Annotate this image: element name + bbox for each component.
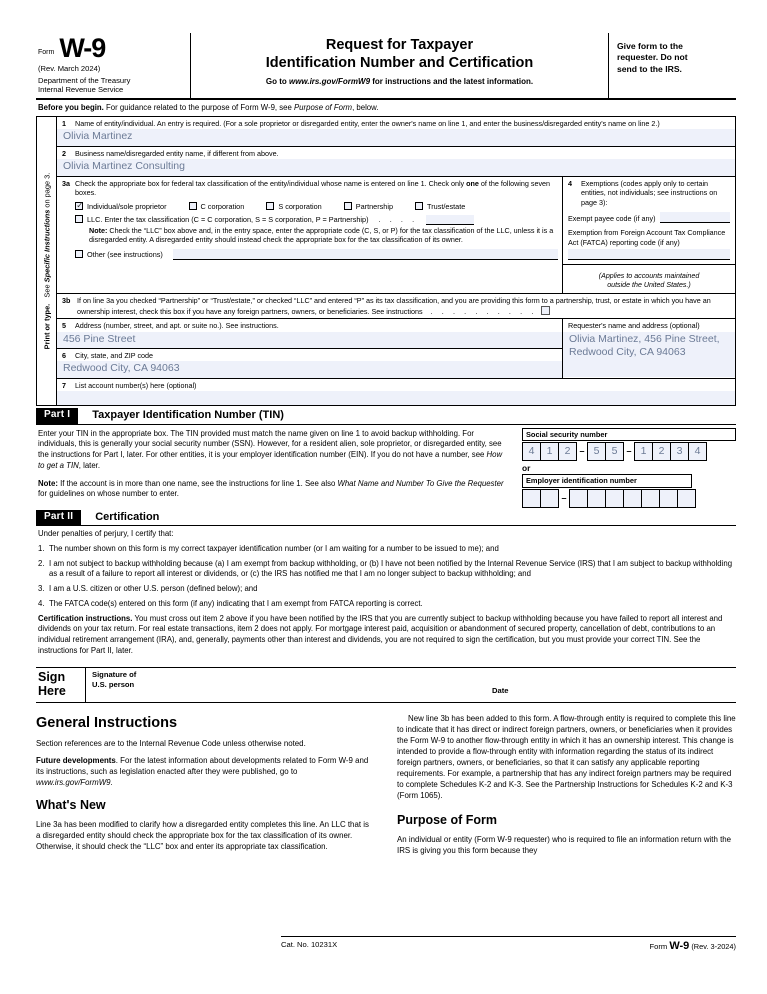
checkbox-box-c-corp-icon[interactable] [189, 202, 197, 210]
header-form-identity [36, 33, 191, 98]
line-3a-and-4-row [57, 177, 735, 295]
general-instructions-right-column [397, 713, 736, 862]
part-1-title: Taxpayer Identification Number (TIN) [92, 409, 284, 422]
line-1-label: Name of entity/individual. An entry is required. (For a sole proprietor or disregarded entity, enter the owner's name on line 1, and enter the business/disregarded entity's name on line 2.) [75, 118, 660, 128]
checkbox-label-c-corp: C corporation [200, 201, 245, 211]
form-footer [281, 936, 736, 954]
checkbox-trust-estate[interactable] [415, 202, 465, 211]
certification-item [38, 599, 734, 610]
line-1-number: 1 [62, 118, 66, 128]
checkbox-label-individual: Individual/sole proprietor [87, 201, 167, 211]
line-1-label-wrap [57, 117, 735, 129]
ssn-grid [522, 442, 736, 461]
part-1-para1-b: , later. [78, 460, 100, 470]
signature-of-label [92, 670, 492, 696]
llc-code-input[interactable] [426, 215, 474, 225]
line-3a-instruction-part2: of the following seven boxes. [75, 178, 551, 198]
give-form-line-1: Give form to the [617, 41, 683, 51]
form-header [36, 33, 736, 100]
goto-suffix: for instructions and the latest information. [370, 77, 534, 87]
form-number: W-9 [59, 33, 106, 63]
see-suffix: on page 3. [41, 172, 51, 210]
applies-note-line-1: (Applies to accounts maintained [598, 271, 700, 280]
line-5-address-input[interactable]: 456 Pine Street [57, 332, 562, 348]
checkbox-label-s-corp: S corporation [278, 201, 322, 211]
future-developments-text-a: . For the latest information about developments related to Form W-9 and its instructions, such as legislation enacted after they were published, go to [36, 756, 369, 777]
form-title-line-2: Identification Number and Certification [265, 54, 534, 71]
ssn-digit[interactable]: 4 [522, 442, 541, 461]
purpose-of-form-heading: Purpose of Form [397, 813, 498, 828]
line-3a-instruction-wrap [62, 179, 558, 198]
date-label: Date [492, 686, 509, 696]
purpose-of-form-paragraph: An individual or entity (Form W-9 requester) who is required to file an information return with the IRS is giving you this form because they [397, 834, 732, 855]
print-or-type-label: Print or type. [41, 303, 51, 350]
before-you-begin-note [36, 100, 736, 117]
tax-classification-checkbox-row [62, 202, 558, 211]
llc-dot-leader: . . . . [378, 214, 418, 224]
ein-digit[interactable] [677, 489, 696, 508]
ein-label: Employer identification number [522, 474, 692, 487]
checkbox-box-individual-icon[interactable] [75, 202, 83, 210]
line-5-row [57, 319, 562, 349]
signature-label-line-2: U.S. person [92, 679, 135, 689]
ssn-label: Social security number [522, 428, 736, 441]
certification-item-text: The FATCA code(s) entered on this form (if any) indicating that I am exempt from FATCA reporting is correct. [49, 598, 423, 608]
line-1-input[interactable]: Olivia Martinez [57, 129, 735, 145]
header-notice-block [608, 33, 736, 98]
form-title-line-1: Request for Taxpayer [325, 37, 474, 53]
checkbox-box-partnership-icon[interactable] [344, 202, 352, 210]
line-4-number: 4 [568, 178, 572, 188]
signature-row [36, 667, 736, 703]
line-7-label-wrap [57, 379, 735, 391]
part-1-tag: Part I [36, 408, 78, 424]
ssn-digit[interactable]: 5 [587, 442, 606, 461]
ein-digit[interactable] [623, 489, 642, 508]
line-5-label: Address (number, street, and apt. or suite no.). See instructions. [75, 321, 279, 331]
catalog-number: Cat. No. 10231X [281, 940, 338, 949]
how-to-get-tin-ref: How to get a TIN [38, 450, 503, 470]
what-name-number-ref: What Name and Number To Give the Requester [337, 478, 504, 488]
line-7-label: List account number(s) here (optional) [75, 380, 197, 390]
line-3b-label: If on line 3a you checked “Partnership” or “Trust/estate,” or checked “LLC” and entered “P” as its tax classification, and you are providing this form to a partnership, trust, or estate in which you have an ownership interest, check this box if you have any foreign partners, owners, or beneficiaries. See instructions [77, 296, 711, 316]
certification-item-number: 4. [38, 598, 45, 608]
see-prefix: See [41, 282, 51, 298]
certification-intro: Under penalties of perjury, I certify that: [38, 529, 174, 539]
checkbox-box-llc-icon[interactable] [75, 215, 83, 223]
irs-url-link[interactable]: www.irs.gov/FormW9 [288, 77, 371, 87]
exempt-payee-input[interactable] [660, 212, 731, 223]
part-1-note-b: for guidelines on whose number to enter. [38, 489, 179, 499]
ssn-dash-2: – [626, 445, 632, 456]
address-and-requester-row [57, 319, 735, 379]
issuing-department [38, 77, 184, 95]
certification-item [38, 544, 734, 555]
applies-to-accounts-note [568, 272, 730, 290]
ssn-digit[interactable]: 4 [688, 442, 707, 461]
line-3a-number: 3a [62, 178, 70, 188]
ein-digit[interactable] [659, 489, 678, 508]
future-developments-text-b: . [110, 778, 113, 788]
or-separator-label: or [522, 462, 531, 473]
line-2-row [57, 147, 735, 177]
ssn-digit[interactable]: 1 [540, 442, 559, 461]
line-3a-instruction-part1: Check the appropriate box for federal tax classification of the entity/individual whose name is entered on line 1. Check only [75, 178, 467, 188]
applies-note-line-2: outside the United States.) [607, 280, 691, 289]
checkbox-c-corporation[interactable] [189, 202, 245, 211]
fatca-code-input[interactable] [568, 249, 730, 260]
ssn-digit[interactable]: 5 [605, 442, 624, 461]
print-or-type-sidebar [37, 117, 57, 405]
part-1-note-label: Note: [38, 478, 58, 488]
sign-here-tag [36, 668, 86, 702]
ein-digit[interactable] [569, 489, 588, 508]
part-1-instructions [36, 425, 518, 508]
llc-note-text: Check the “LLC” box above and, in the entry space, enter the appropriate code (C, S, or P) for the tax classification of the LLC, unless it is a disregarded entity. A disregarded entity should instead check the appropriate box for the tax classification of its owner. [89, 225, 554, 245]
certification-item-number: 1. [38, 543, 45, 553]
line-2-label-wrap [57, 147, 735, 159]
other-classification-row [62, 249, 558, 260]
footer-form-label: Form [649, 942, 670, 951]
other-classification-input[interactable] [173, 249, 558, 260]
general-instructions-heading: General Instructions [36, 714, 178, 731]
header-title-block [191, 33, 608, 98]
ssn-digit[interactable]: 3 [670, 442, 689, 461]
part-2-tag: Part II [36, 510, 81, 526]
llc-note-label: Note: [89, 225, 108, 235]
ein-digit[interactable] [605, 489, 624, 508]
future-developments-url[interactable]: www.irs.gov/FormW9 [36, 778, 111, 788]
checkbox-box-other-icon[interactable] [75, 250, 83, 258]
general-instructions-section [36, 713, 736, 862]
exempt-payee-field [568, 212, 730, 223]
line-2-label: Business name/disregarded entity name, if different from above. [75, 148, 279, 158]
line-3b-wrap [57, 294, 735, 318]
form-revision-date: (Rev. March 2024) [38, 63, 101, 73]
future-developments-label: Future developments [36, 756, 116, 765]
fields-column [57, 117, 735, 405]
certification-instructions-label: Certification instructions. [38, 613, 133, 623]
before-you-begin-text-2: , below. [352, 103, 379, 113]
ssn-group-2 [587, 442, 624, 461]
requester-input[interactable]: Olivia Martinez, 456 Pine Street, Redwood City, CA 94063 [563, 332, 735, 377]
ein-group-1 [522, 489, 559, 508]
future-developments-paragraph [36, 755, 375, 788]
ein-digit[interactable] [641, 489, 660, 508]
requester-label-wrap [563, 319, 735, 331]
ssn-dash-1: – [579, 445, 585, 456]
whats-new-paragraph: Line 3a has been modified to clarify how a disregarded entity completes this line. An LLC that is a disregarded entity should check the appropriate box for the tax classification of its owner. Otherwise, it should check the “LLC” box and enter its appropriate tax classification. [36, 819, 369, 851]
line-3b-body [77, 296, 730, 316]
certification-item [38, 584, 734, 595]
llc-classification-row [62, 215, 558, 225]
line-5-number: 5 [62, 321, 66, 331]
new-line-3b-paragraph: New line 3b has been added to this form. A flow-through entity is required to complete this line to indicate that it has direct or indirect foreign partners, owners, or beneficiaries when it provides the Form W-9 to another flow-through entity in which it has an ownership interest. This change is intended to provide a flow-through entity with information regarding the status of its indirect foreign partners, owners, or beneficiaries, so that it can satisfy any applicable reporting requirements. For example, a partnership that has any indirect foreign partners may be required to complete Schedules K-2 and K-3. See the Partnership Instructions for Schedules K-2 and K-3 (Form 1065). [397, 713, 736, 801]
checkbox-individual-sole-proprietor[interactable] [75, 202, 167, 211]
fatca-label: Exemption from Foreign Account Tax Compliance Act (FATCA) reporting code (if any) [568, 228, 726, 248]
sign-here-line-1: Sign [38, 669, 66, 684]
line-6-row [57, 349, 562, 378]
part-2-bar [36, 510, 736, 527]
checkbox-label-partnership: Partnership [355, 201, 394, 211]
line-3a-instruction [75, 179, 558, 198]
sign-here-line-2: Here [38, 683, 66, 698]
address-column [57, 319, 563, 378]
irs-url-line [195, 77, 604, 87]
ssn-digit[interactable]: 2 [558, 442, 577, 461]
signature-body[interactable] [86, 668, 736, 702]
certification-item-text: The number shown on this form is my correct taxpayer identification number (or I am waiting for a number to be issued to me); and [49, 543, 499, 553]
line-5-label-wrap [57, 319, 562, 331]
part-1-note [38, 479, 508, 501]
certification-instructions-text: You must cross out item 2 above if you have been notified by the IRS that you are currently subject to backup withholding because you have failed to report all interest and dividends on your tax return. For real estate transactions, item 2 does not apply. For mortgage interest paid, acquisition or abandonment of secured property, cancellation of debt, contributions to an individual retirement arrangement (IRA), and, generally, payments other than interest and dividends, you are not required to sign the certification, but you must provide your correct TIN. See the instructions for Part II, later. [38, 613, 723, 655]
line-2-number: 2 [62, 148, 66, 158]
line-6-number: 6 [62, 350, 66, 360]
part-1-para1-a: Enter your TIN in the appropriate box. The TIN provided must match the name given on line 1 to avoid backup withholding. For individuals, this is generally your social security number (SSN). However, for a resident alien, sole proprietor, or disregarded entity, see the instructions for Part I, later. For other entities, it is your employer identification number (EIN). If you do not have a number, see [38, 428, 502, 460]
line-7-row [57, 379, 735, 405]
general-instructions-left-column [36, 713, 375, 862]
ein-digit[interactable] [540, 489, 559, 508]
footer-form-number: W-9 [669, 940, 690, 952]
goto-prefix: Go to [265, 77, 289, 87]
ein-digit[interactable] [522, 489, 541, 508]
ein-group-2 [569, 489, 696, 508]
requester-column [563, 319, 735, 378]
line-4-label: Exemptions (codes apply only to certain entities, not individuals; see instructions on page 3): [581, 178, 718, 207]
ein-grid [522, 489, 736, 508]
certification-item [38, 559, 734, 581]
line-3a-block [57, 177, 563, 294]
certification-item-number: 2. [38, 558, 45, 568]
certification-item-number: 3. [38, 584, 45, 594]
line-4-label-wrap [568, 179, 730, 208]
part-1-bar [36, 408, 736, 425]
specific-instructions-ref: Specific Instructions [41, 209, 51, 283]
whats-new-heading: What's New [36, 798, 106, 813]
line-3b-dot-leader: . . . . . . . . . . [430, 306, 537, 316]
part-2-content [36, 526, 736, 663]
fatca-code-field [568, 228, 730, 259]
checkbox-box-s-corp-icon[interactable] [266, 202, 274, 210]
ssn-group-1 [522, 442, 577, 461]
certification-instructions [38, 614, 734, 657]
purpose-of-form-ref: Purpose of Form [293, 103, 353, 113]
exemptions-divider [563, 264, 735, 265]
part-2-title: Certification [95, 510, 160, 523]
department-line-2: Internal Revenue Service [38, 85, 124, 95]
checkbox-label-trust-estate: Trust/estate [427, 201, 466, 211]
footer-form-identity [650, 940, 736, 954]
signature-label-line-1: Signature of [92, 669, 137, 679]
before-you-begin-text-1: For guidance related to the purpose of Form W-9, see [103, 103, 294, 113]
form-label: Form [38, 49, 55, 57]
line-6-city-state-zip-input[interactable]: Redwood City, CA 94063 [57, 361, 562, 377]
form-sheet [36, 33, 736, 862]
part-1-content [36, 425, 736, 508]
department-line-1: Department of the Treasury [38, 76, 131, 86]
checkbox-s-corporation[interactable] [266, 202, 321, 211]
part-1-note-a: If the account is in more than one name, see the instructions for line 1. See also [57, 478, 338, 488]
ssn-digit[interactable]: 1 [634, 442, 653, 461]
sidebar-spacer [42, 300, 51, 302]
llc-label: LLC. Enter the tax classification (C = C corporation, S = S corporation, P = Partnership) [87, 214, 369, 224]
give-form-line-3: send to the IRS. [617, 63, 682, 74]
checkbox-partnership[interactable] [344, 202, 393, 211]
before-you-begin-label: Before you begin. [38, 103, 104, 113]
ein-digit[interactable] [587, 489, 606, 508]
line-6-label: City, state, and ZIP code [75, 350, 154, 360]
line-6-label-wrap [57, 349, 562, 361]
give-form-line-2: requester. Do not [617, 52, 688, 63]
llc-note [62, 226, 558, 245]
footer-form-revision: (Rev. 3-2024) [689, 942, 736, 951]
checkbox-box-trust-estate-icon[interactable] [415, 202, 423, 210]
line-3b-number: 3b [62, 296, 71, 306]
general-instructions-paragraph-1: Section references are to the Internal Revenue Code unless otherwise noted. [36, 738, 306, 748]
line-3b-row [57, 294, 735, 319]
ssn-digit[interactable]: 2 [652, 442, 671, 461]
line-2-input[interactable]: Olivia Martinez Consulting [57, 159, 735, 175]
give-form-notice [617, 41, 732, 75]
line-3a-instruction-bold: one [466, 178, 479, 188]
line-7-number: 7 [62, 380, 66, 390]
exempt-payee-label: Exempt payee code (if any) [568, 213, 656, 223]
checkbox-foreign-partners-icon[interactable] [541, 306, 550, 315]
certification-item-text: I am a U.S. citizen or other U.S. person (defined below); and [49, 584, 258, 594]
part-1-paragraph-1 [38, 429, 508, 472]
line-1-row [57, 117, 735, 147]
tin-entry-area [518, 425, 736, 508]
ein-dash: – [561, 492, 567, 503]
form-fields-box [36, 117, 736, 406]
other-label: Other (see instructions) [87, 249, 163, 259]
line-4-exemptions-block [563, 177, 735, 294]
certification-item-text: I am not subject to backup withholding because (a) I am exempt from backup withholding, or (b) I have not been notified by the Internal Revenue Service (IRS) that I am subject to backup withholding as a result of a failure to report all interest or dividends, or (c) the IRS has notified me that I am no longer subject to backup withholding; and [49, 558, 733, 579]
line-7-account-numbers-input[interactable] [57, 391, 735, 405]
requester-label: Requester's name and address (optional) [568, 321, 700, 331]
ssn-group-3 [634, 442, 707, 461]
